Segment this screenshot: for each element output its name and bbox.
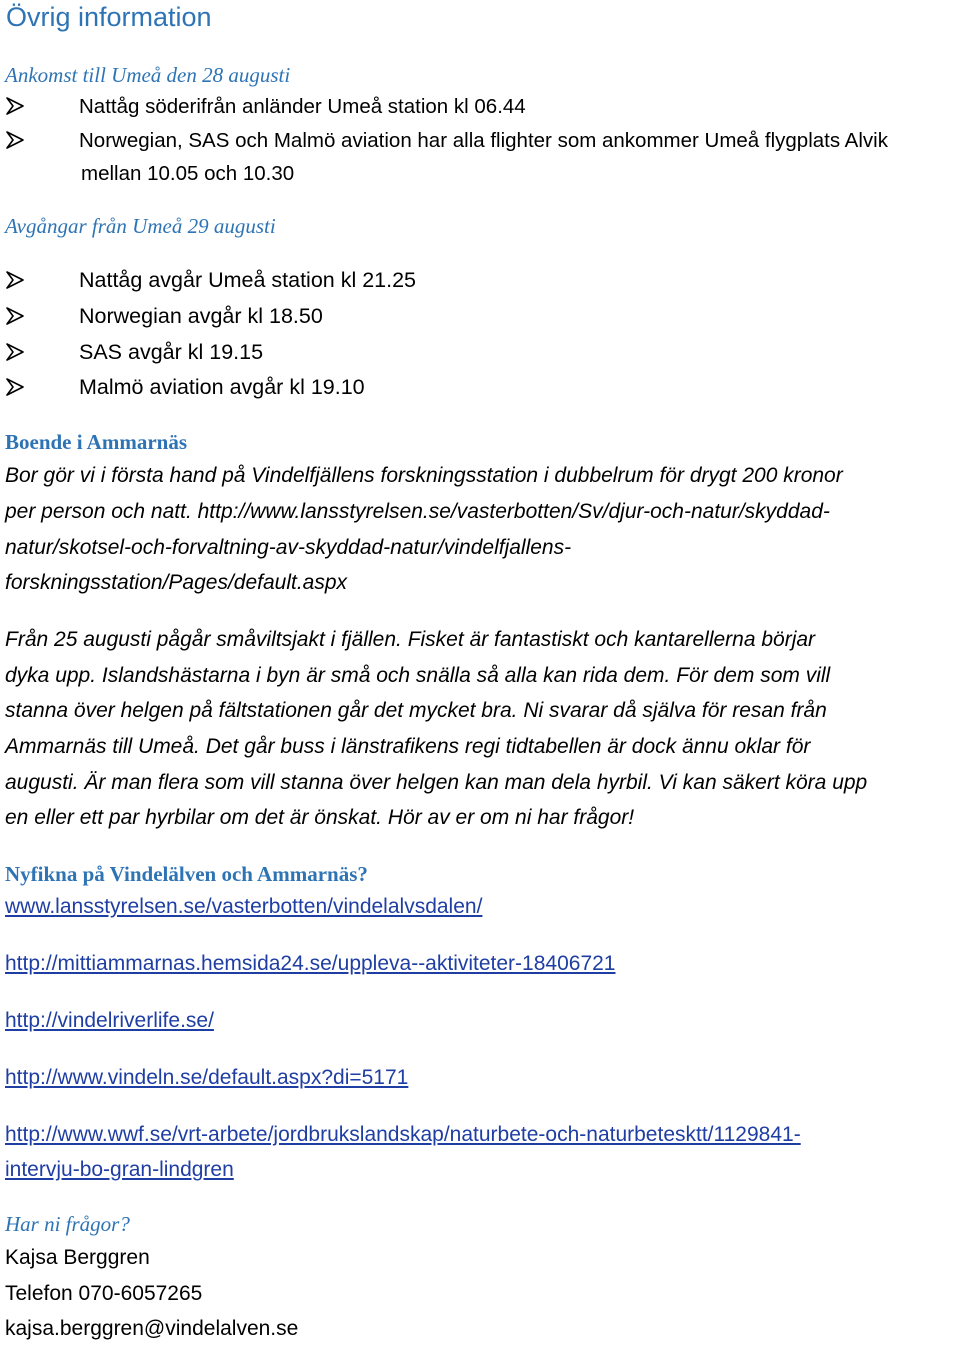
lodging-line: Bor gör vi i första hand på Vindelfjällens forskningsstation i dubbelrum för drygt 200 kronor <box>5 464 843 487</box>
arrowhead-bullet-icon <box>5 130 25 150</box>
link-mittiammarnas[interactable]: http://mittiammarnas.hemsida24.se/uppleva--aktiviteter-18406721 <box>5 952 616 975</box>
departure-item-text: Norwegian avgår kl 18.50 <box>79 304 323 328</box>
link-vindeln[interactable]: http://www.vindeln.se/default.aspx?di=5171 <box>5 1066 409 1089</box>
arrival-item-continuation: mellan 10.05 och 10.30 <box>81 162 295 185</box>
list-item <box>5 95 526 119</box>
list-item <box>5 268 416 293</box>
list-item <box>5 304 323 329</box>
link-lansstyrelsen[interactable]: www.lansstyrelsen.se/vasterbotten/vindelalvsdalen/ <box>5 895 483 918</box>
activities-line: en eller ett par hyrbilar om det är önskat. Hör av er om ni har frågor! <box>5 806 635 829</box>
arrowhead-bullet-icon <box>5 377 25 397</box>
departure-item-text: SAS avgår kl 19.15 <box>79 340 264 364</box>
activities-line: stanna över helgen på fältstationen går det mycket bra. Ni svarar då själva för resan från <box>5 699 827 722</box>
list-item <box>5 375 365 400</box>
contact-name: Kajsa Berggren <box>5 1246 150 1269</box>
lodging-heading: Boende i Ammarnäs <box>5 430 188 454</box>
link-vindelriverlife[interactable]: http://vindelriverlife.se/ <box>5 1009 214 1032</box>
contact-phone: Telefon 070-6057265 <box>5 1282 203 1305</box>
activities-line: Ammarnäs till Umeå. Det går buss i länstrafikens regi tidtabellen är dock ännu oklar för <box>5 735 811 758</box>
activities-line: Från 25 augusti pågår småviltsjakt i fjällen. Fisket är fantastiskt och kantarellerna börjar <box>5 628 816 651</box>
link-wwf-continued[interactable]: intervju-bo-gran-lindgren <box>5 1158 234 1181</box>
arrowhead-bullet-icon <box>5 270 25 290</box>
departure-item-text: Nattåg avgår Umeå station kl 21.25 <box>79 268 417 292</box>
activities-line: augusti. Är man flera som vill stanna över helgen kan man dela hyrbil. Vi kan säkert köra upp <box>5 771 868 794</box>
arrowhead-bullet-icon <box>5 306 25 326</box>
link-wwf[interactable]: http://www.wwf.se/vrt-arbete/jordbrukslandskap/naturbete-och-naturbetesktt/1129841- <box>5 1123 801 1146</box>
activities-line: dyka upp. Islandshästarna i byn är små och snälla så alla kan rida dem. För dem som vill <box>5 664 831 687</box>
arrival-item-text: Norwegian, SAS och Malmö aviation har alla flighter som ankommer Umeå flygplats Alvik <box>79 129 888 152</box>
list-item <box>5 340 263 365</box>
contact-email: kajsa.berggren@vindelalven.se <box>5 1317 299 1340</box>
list-item <box>5 129 888 153</box>
curious-heading: Nyfikna på Vindelälven och Ammarnäs? <box>5 862 368 886</box>
arrival-heading: Ankomst till Umeå den 28 augusti <box>5 63 291 87</box>
arrowhead-bullet-icon <box>5 342 25 362</box>
departure-heading: Avgångar från Umeå 29 augusti <box>5 214 276 238</box>
page-title: Övrig information <box>6 2 212 32</box>
questions-heading: Har ni frågor? <box>5 1212 130 1236</box>
lodging-line: per person och natt. http://www.lansstyrelsen.se/vasterbotten/Sv/djur-och-natur/skyddad- <box>5 500 830 523</box>
departure-item-text: Malmö aviation avgår kl 19.10 <box>79 375 365 399</box>
arrowhead-bullet-icon <box>5 96 25 116</box>
lodging-line: forskningsstation/Pages/default.aspx <box>5 571 348 594</box>
lodging-line: natur/skotsel-och-forvaltning-av-skyddad-natur/vindelfjallens- <box>5 536 572 559</box>
arrival-item-text: Nattåg söderifrån anländer Umeå station kl 06.44 <box>79 95 526 118</box>
